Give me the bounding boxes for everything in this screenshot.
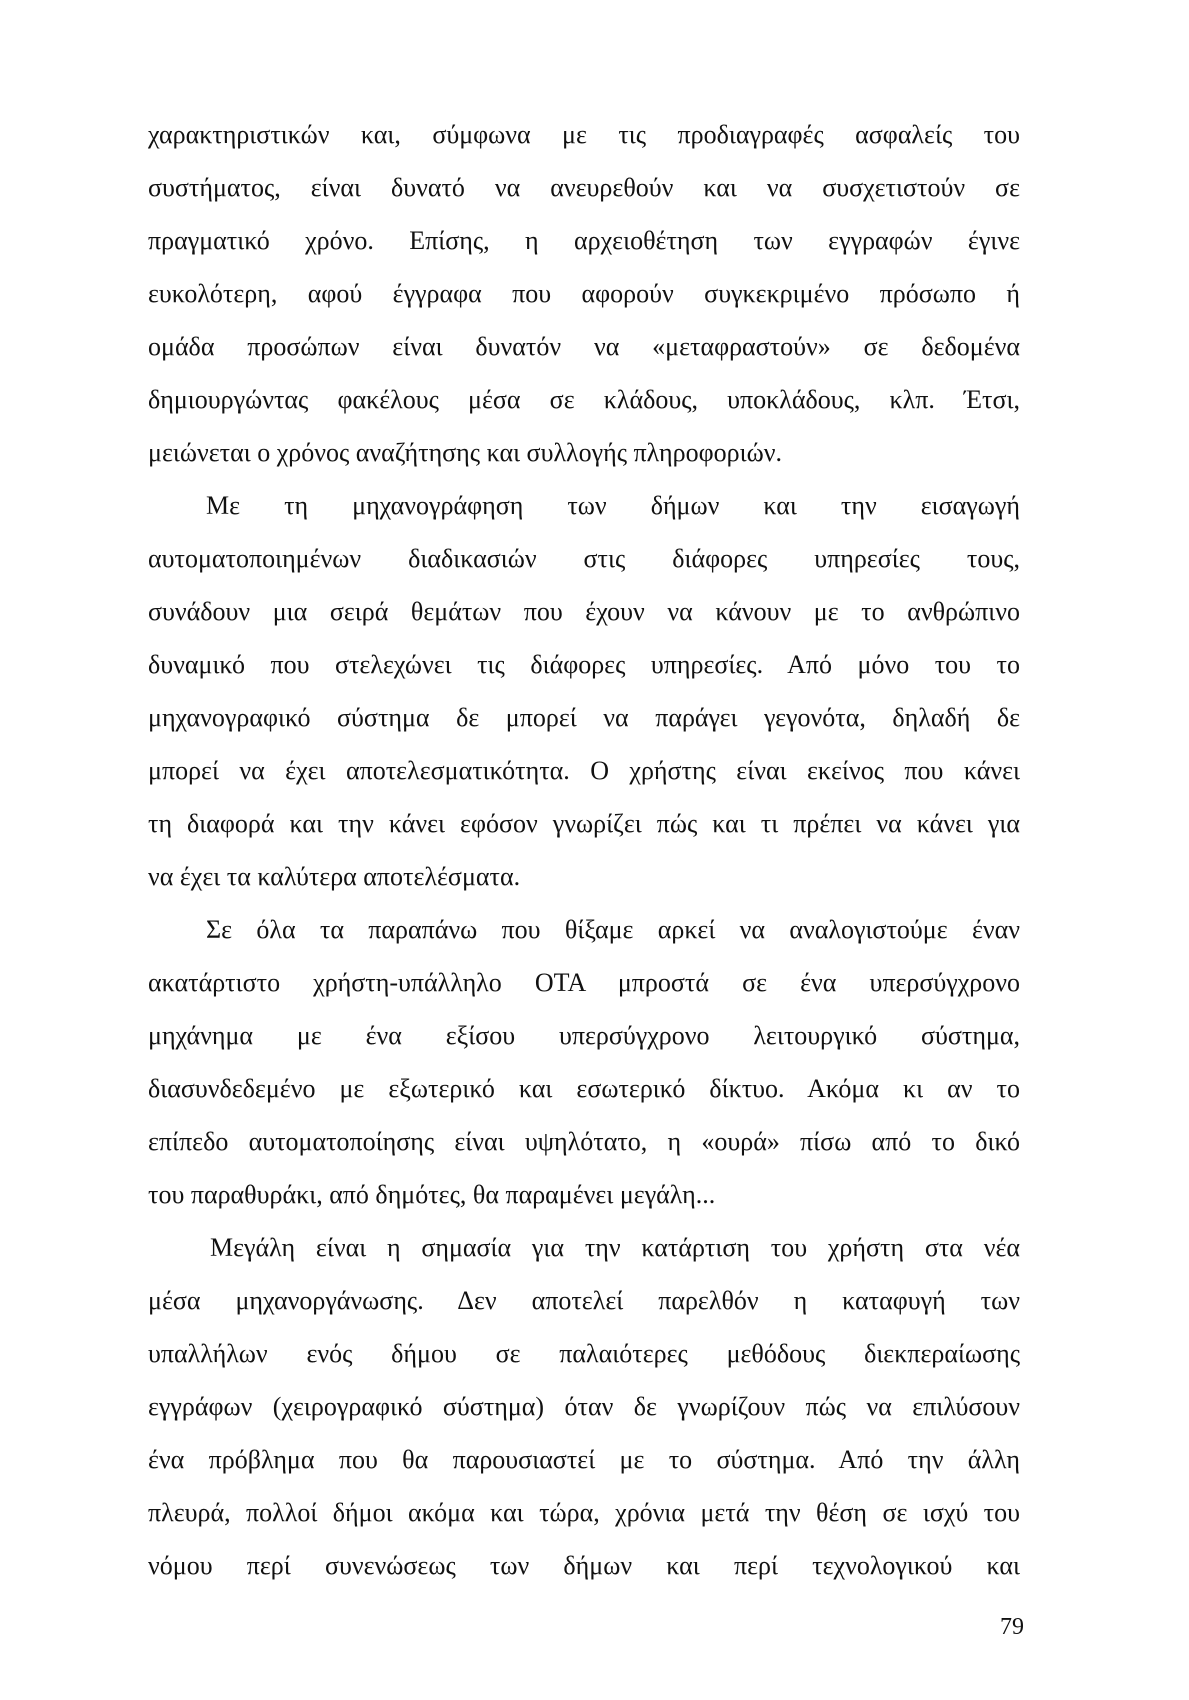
text-line: τη διαφορά και την κάνει εφόσον γνωρίζει πώς και τι πρέπει να κάνει για [148,809,1020,838]
paragraph-3 [148,903,1020,1221]
paragraph-1 [148,108,1020,479]
text-line: να έχει τα καλύτερα αποτελέσματα. [148,862,521,891]
text-line: ευκολότερη, αφού έγγραφα που αφορούν συγκεκριμένο πρόσωπο ή [148,279,1020,308]
text-line: του παραθυράκι, από δημότες, θα παραμένει μεγάλη... [148,1180,716,1209]
text-line: πραγματικό χρόνο. Επίσης, η αρχειοθέτηση των εγγραφών έγινε [148,226,1020,255]
text-line: πλευρά, πολλοί δήμοι ακόμα και τώρα, χρόνια μετά την θέση σε ισχύ του [148,1498,1020,1527]
text-line: Με τη μηχανογράφηση των δήμων και την εισαγωγή [206,491,1020,520]
text-line: διασυνδεδεμένο με εξωτερικό και εσωτερικό δίκτυο. Ακόμα κι αν το [148,1074,1020,1103]
text-line: Σε όλα τα παραπάνω που θίξαμε αρκεί να αναλογιστούμε έναν [206,915,1020,944]
paragraph-2 [148,479,1020,903]
text-line: υπαλλήλων ενός δήμου σε παλαιότερες μεθόδους διεκπεραίωσης [148,1339,1020,1368]
text-line: δυναμικό που στελεχώνει τις διάφορες υπηρεσίες. Από μόνο του το [148,650,1020,679]
text-line: Μεγάλη είναι η σημασία για την κατάρτιση του χρήστη στα νέα [210,1233,1020,1262]
text-line: συνάδουν μια σειρά θεμάτων που έχουν να κάνουν με το ανθρώπινο [148,597,1020,626]
text-line: μειώνεται ο χρόνος αναζήτησης και συλλογής πληροφοριών. [148,438,782,467]
text-line: ομάδα προσώπων είναι δυνατόν να «μεταφραστούν» σε δεδομένα [148,332,1020,361]
text-line: εγγράφων (χειρογραφικό σύστημα) όταν δε γνωρίζουν πώς να επιλύσουν [148,1392,1020,1421]
text-line: αυτοματοποιημένων διαδικασιών στις διάφορες υπηρεσίες τους, [148,544,1020,573]
document-body [148,108,1020,1592]
text-line: επίπεδο αυτοματοποίησης είναι υψηλότατο, η «ουρά» πίσω από το δικό [148,1127,1020,1156]
text-line: μέσα μηχανοργάνωσης. Δεν αποτελεί παρελθόν η καταφυγή των [148,1286,1020,1315]
page-number: 79 [1000,1614,1024,1640]
text-line: χαρακτηριστικών και, σύμφωνα με τις προδιαγραφές ασφαλείς του [148,120,1020,149]
text-line: ακατάρτιστο χρήστη-υπάλληλο ΟΤΑ μπροστά σε ένα υπερσύγχρονο [148,968,1020,997]
text-line: δημιουργώντας φακέλους μέσα σε κλάδους, υποκλάδους, κλπ. Έτσι, [148,385,1020,414]
text-line: συστήματος, είναι δυνατό να ανευρεθούν και να συσχετιστούν σε [148,173,1020,202]
paragraph-4 [148,1221,1020,1592]
text-line: νόμου περί συνενώσεως των δήμων και περί τεχνολογικού και [148,1551,1020,1580]
text-line: μηχανογραφικό σύστημα δε μπορεί να παράγει γεγονότα, δηλαδή δε [148,703,1020,732]
text-line: μπορεί να έχει αποτελεσματικότητα. Ο χρήστης είναι εκείνος που κάνει [148,756,1020,785]
text-line: μηχάνημα με ένα εξίσου υπερσύγχρονο λειτουργικό σύστημα, [148,1021,1020,1050]
text-line: ένα πρόβλημα που θα παρουσιαστεί με το σύστημα. Από την άλλη [148,1445,1020,1474]
